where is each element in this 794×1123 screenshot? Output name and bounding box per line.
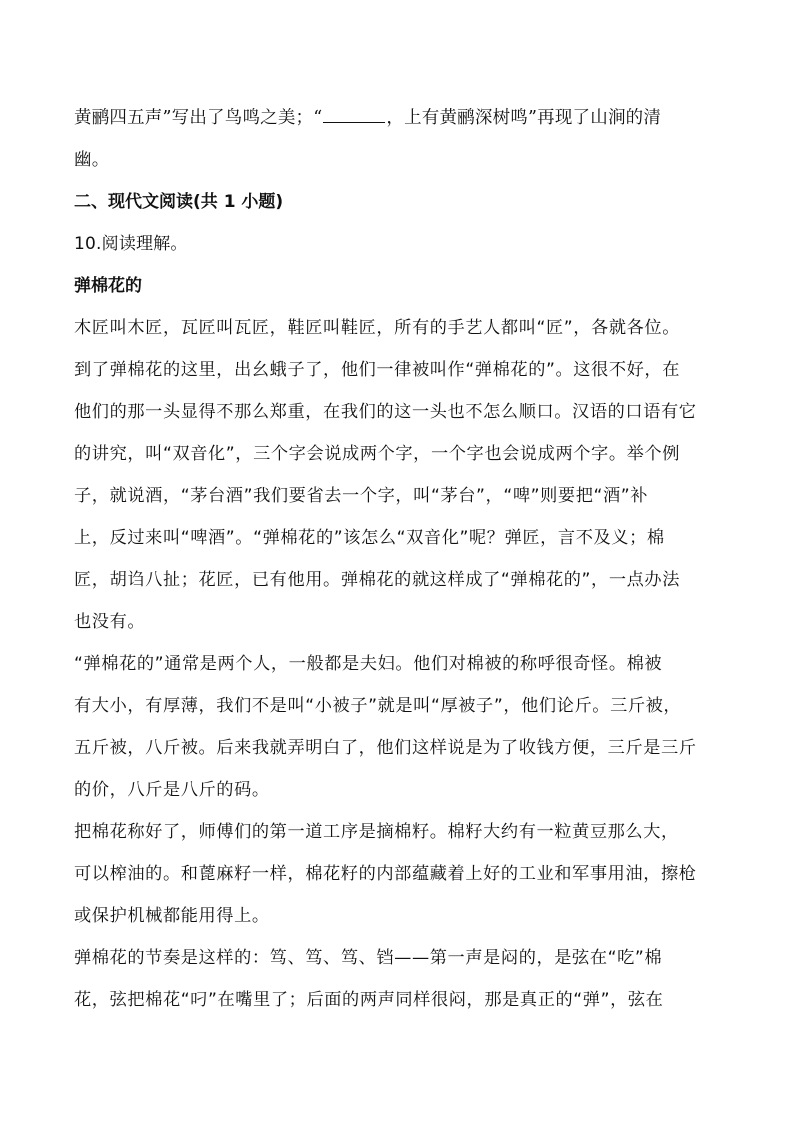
article-line: 上，反过来叫“啤酒”。“弹棉花的”该怎么“双音化”呢？弹匠，言不及义；棉 <box>74 528 665 548</box>
article-line: 有大小，有厚薄，我们不是叫“小被子”就是叫“厚被子”，他们论斤。三斤被， <box>74 696 682 716</box>
article-line: 也没有。 <box>74 612 146 632</box>
article-line: 五斤被，八斤被。后来我就弄明白了，他们这样说是为了收钱方便，三斤是三斤 <box>74 738 697 758</box>
intro-line-1-part-b: ，上有黄鹂深树鸣”再现了山涧的清 <box>386 108 662 128</box>
section-heading: 二、现代文阅读(共 1 小题) <box>74 192 284 212</box>
article-line: 把棉花称好了，师傅们的第一道工序是摘棉籽。棉籽大约有一粒黄豆那么大， <box>74 822 679 842</box>
article-line: 弹棉花的节奏是这样的：笃、笃、笃、铛——第一声是闷的，是弦在“吃”棉 <box>74 948 663 968</box>
article-line: 他们的那一头显得不那么郑重，在我们的这一头也不怎么顺口。汉语的口语有它 <box>74 402 697 422</box>
intro-line-1-part-a: 黄鹂四五声”写出了鸟鸣之美；“ <box>74 108 323 128</box>
fill-in-blank[interactable] <box>323 108 385 123</box>
article-line: 或保护机械都能用得上。 <box>74 906 270 926</box>
article-line: 木匠叫木匠，瓦匠叫瓦匠，鞋匠叫鞋匠，所有的手艺人都叫“匠”，各就各位。 <box>74 318 680 338</box>
article-line: 到了弹棉花的这里，出幺蛾子了，他们一律被叫作“弹棉花的”。这很不好，在 <box>74 360 680 380</box>
intro-line-1 <box>74 107 734 129</box>
intro-line-2: 幽。 <box>74 150 110 170</box>
article-line: 可以榨油的。和蓖麻籽一样，棉花籽的内部蕴藏着上好的工业和军事用油，擦枪 <box>74 864 697 884</box>
article-line: 的价，八斤是八斤的码。 <box>74 780 270 800</box>
article-line: 子，就说酒，“茅台酒”我们要省去一个字，叫“茅台”，“啤”则要把“酒”补 <box>74 486 649 506</box>
article-title: 弹棉花的 <box>74 276 142 296</box>
article-line: 匠，胡诌八扯；花匠，已有他用。弹棉花的就这样成了“弹棉花的”，一点办法 <box>74 570 680 590</box>
article-line: 花，弦把棉花“叼”在嘴里了；后面的两声同样很闷，那是真正的“弹”，弦在 <box>74 990 664 1010</box>
article-line: “弹棉花的”通常是两个人，一般都是夫妇。他们对棉被的称呼很奇怪。棉被 <box>74 654 663 674</box>
article-line: 的讲究，叫“双音化”，三个字会说成两个字，一个字也会说成两个字。举个例 <box>74 444 680 464</box>
question-number: 10.阅读理解。 <box>74 234 188 254</box>
